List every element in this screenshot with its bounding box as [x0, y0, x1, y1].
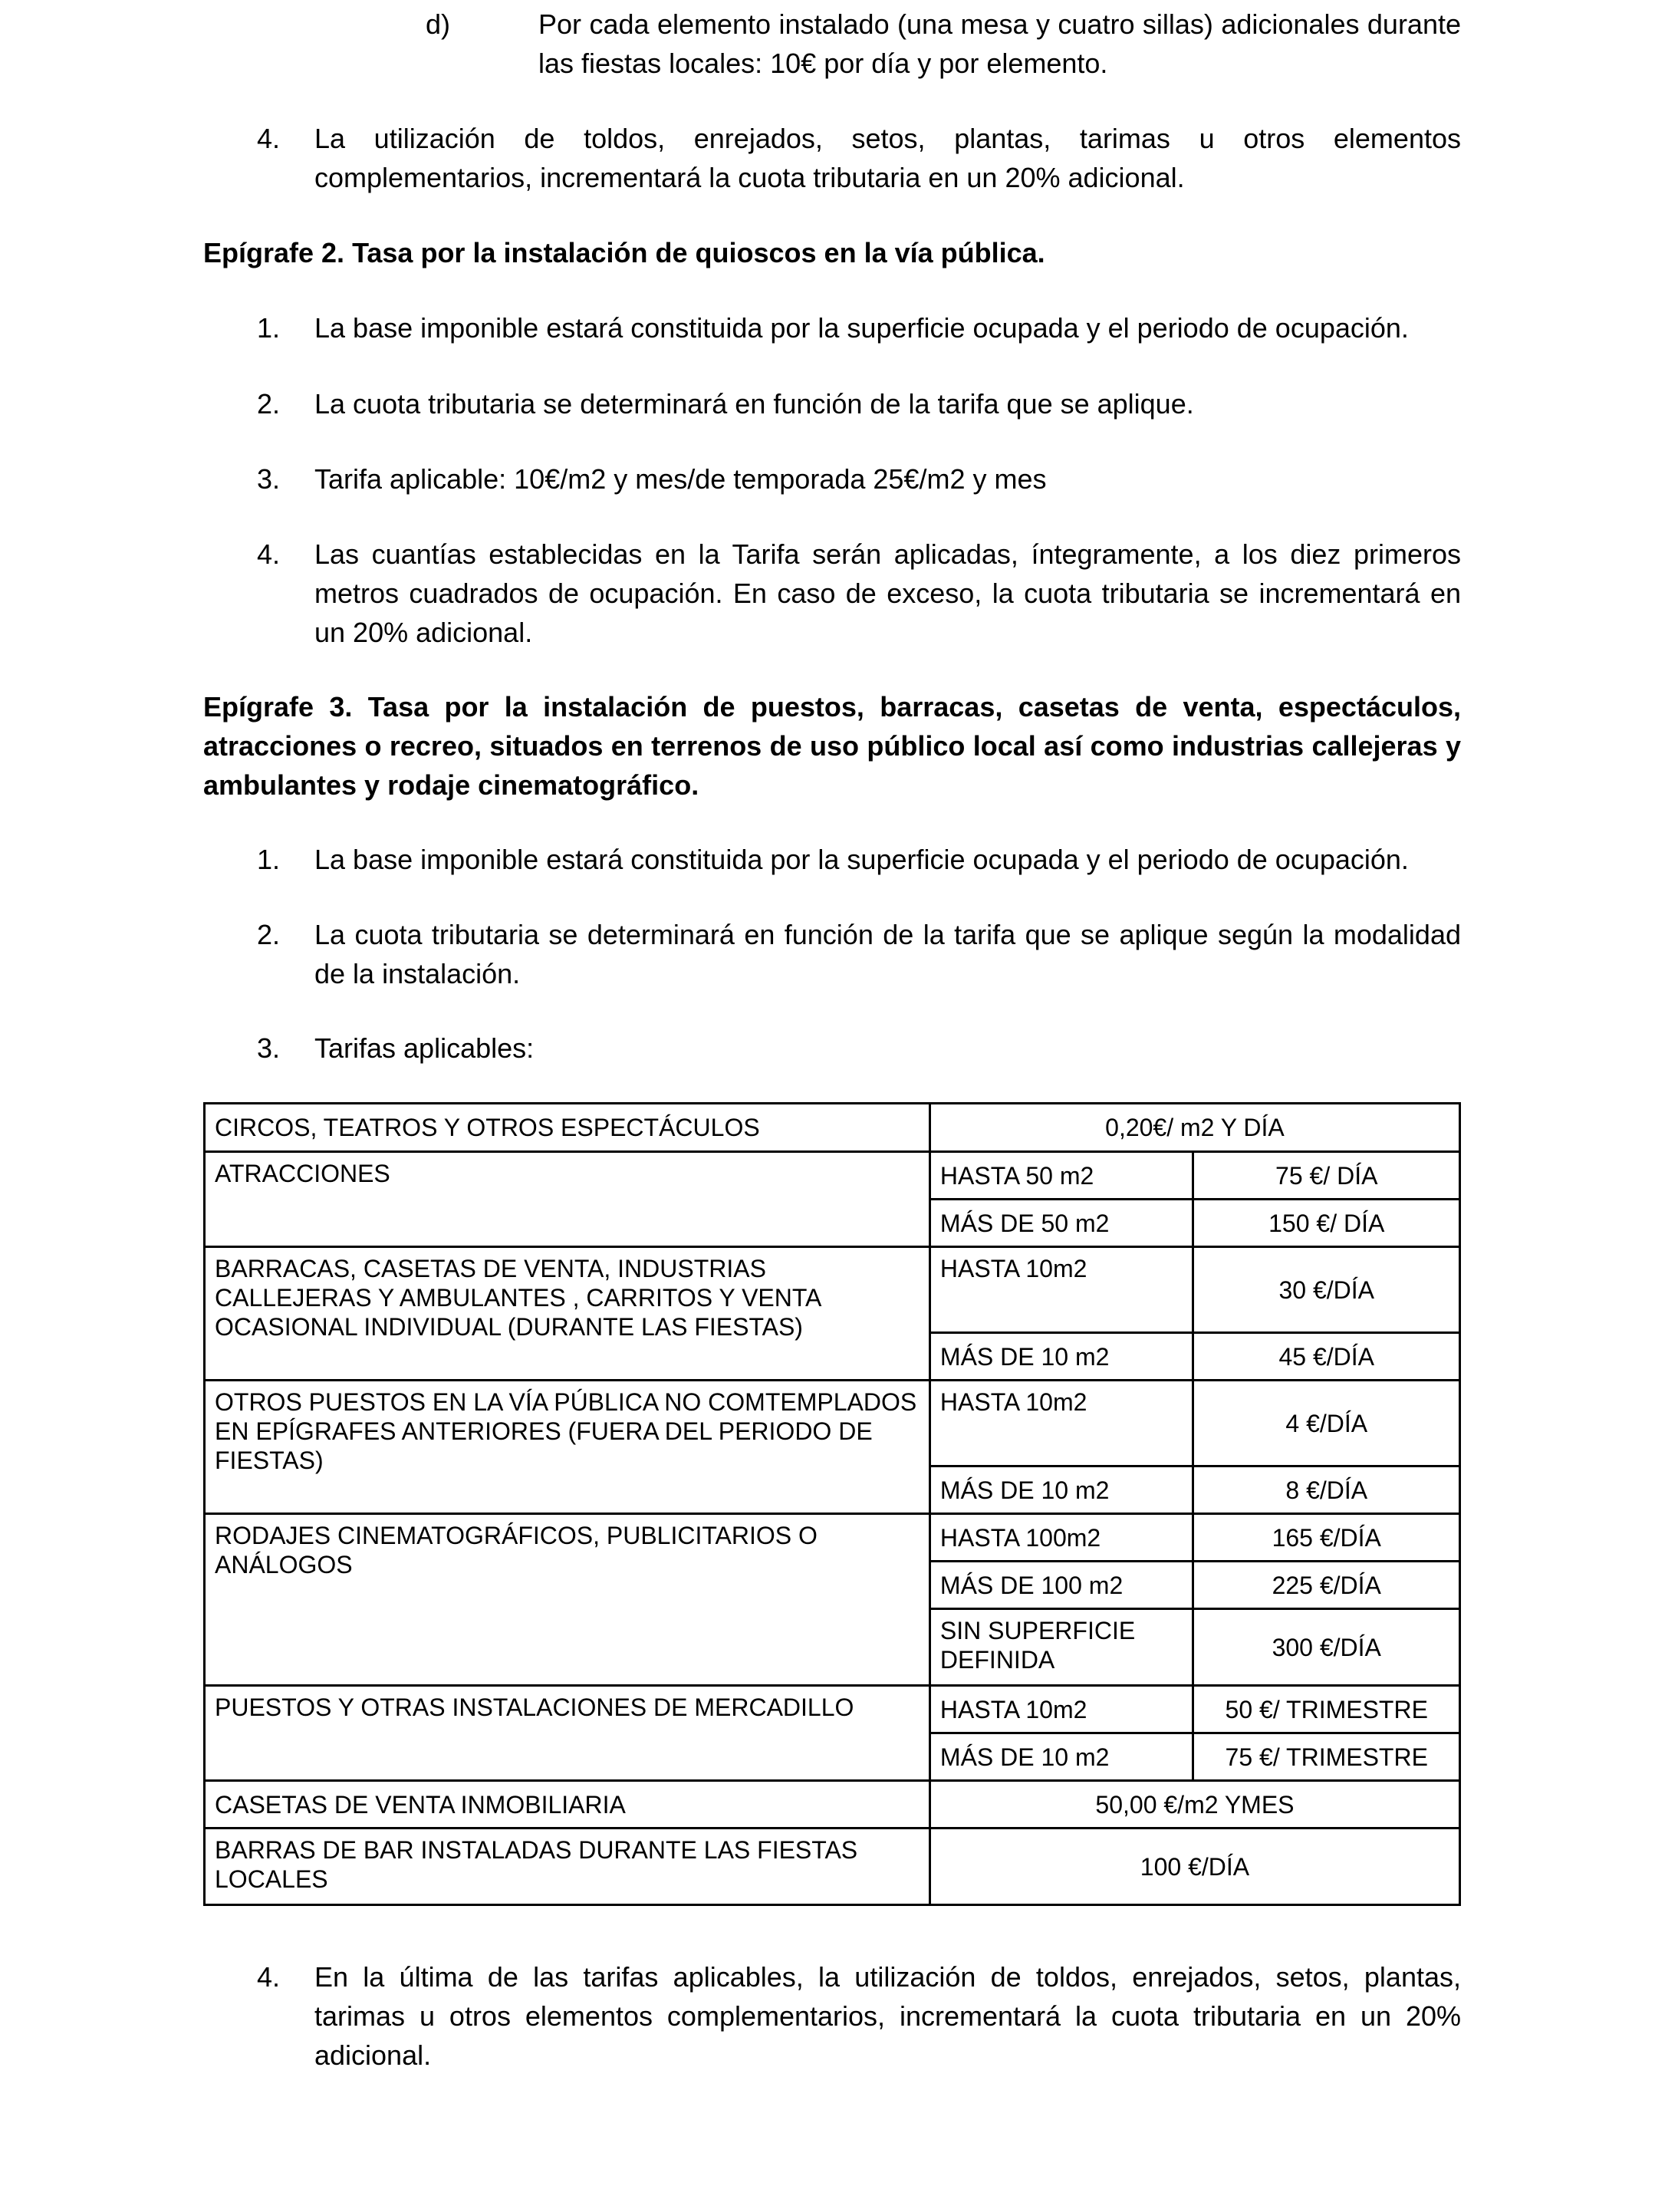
epigrafe-2-heading	[203, 233, 1461, 272]
item-text: La base imponible estará constituida por la superficie ocupada y el periodo de ocupación.	[314, 312, 1409, 344]
epigrafe-3-item-4	[203, 1957, 1461, 2075]
item-number: 1.	[256, 312, 280, 344]
epigrafe-2-item-1	[203, 308, 1461, 347]
size-cell: MÁS DE 50 m2	[929, 1200, 1193, 1247]
section-heading: Epígrafe 2. Tasa por la instalación de quioscos en la vía pública.	[203, 237, 1045, 268]
size-cell: MÁS DE 10 m2	[929, 1733, 1193, 1781]
size-cell: MÁS DE 10 m2	[929, 1333, 1193, 1381]
item-number: 3.	[256, 463, 280, 495]
rate-cell: 8 €/DÍA	[1193, 1466, 1460, 1514]
rate-cell: 165 €/DÍA	[1193, 1514, 1460, 1562]
item-text: La base imponible estará constituida por la superficie ocupada y el periodo de ocupación.	[314, 844, 1409, 875]
concept-cell: BARRAS DE BAR INSTALADAS DURANTE LAS FIESTAS LOCALES	[205, 1829, 930, 1905]
rate-cell: 150 €/ DÍA	[1193, 1200, 1460, 1247]
epigrafe-2-item-3	[203, 459, 1461, 499]
item-text: Tarifas aplicables:	[314, 1032, 535, 1064]
table-row	[205, 1152, 1460, 1200]
item-number: 2.	[256, 388, 280, 420]
rate-cell: 75 €/ TRIMESTRE	[1193, 1733, 1460, 1781]
rate-cell: 0,20€/ m2 Y DÍA	[929, 1104, 1459, 1152]
epigrafe-3-item-1	[203, 840, 1461, 879]
size-cell: HASTA 50 m2	[929, 1152, 1193, 1200]
epigrafe-2-item-2	[203, 384, 1461, 423]
size-cell: SIN SUPERFICIE DEFINIDA	[929, 1609, 1193, 1686]
size-cell: MÁS DE 100 m2	[929, 1562, 1193, 1609]
epigrafe-3-item-3	[203, 1029, 1461, 1068]
item-text: Por cada elemento instalado (una mesa y cuatro sillas) adicionales durante las fiestas locales: 10€ por día y por elemento.	[538, 8, 1461, 79]
item-text: La utilización de toldos, enrejados, setos, plantas, tarimas u otros elementos complementarios, incrementará la cuota tributaria en un 20% adicional.	[314, 123, 1461, 193]
size-cell: MÁS DE 10 m2	[929, 1466, 1193, 1514]
size-cell: HASTA 10m2	[929, 1247, 1193, 1333]
item-number: 4.	[256, 1961, 280, 1993]
rate-cell: 300 €/DÍA	[1193, 1609, 1460, 1686]
tarifas-table	[203, 1102, 1461, 1906]
item-text: Tarifa aplicable: 10€/m2 y mes/de temporada 25€/m2 y mes	[314, 463, 1047, 495]
item-number: 4.	[256, 123, 280, 154]
rate-cell: 45 €/DÍA	[1193, 1333, 1460, 1381]
item-number: 3.	[256, 1032, 280, 1064]
rate-cell: 50 €/ TRIMESTRE	[1193, 1686, 1460, 1733]
rate-cell: 75 €/ DÍA	[1193, 1152, 1460, 1200]
item-label: d)	[426, 8, 451, 40]
item-text: Las cuantías establecidas en la Tarifa serán aplicadas, íntegramente, a los diez primeros metros cuadrados de ocupación. En caso de exceso, la cuota tributaria se incrementará en un 20% adicional.	[314, 538, 1461, 648]
table-row	[205, 1104, 1460, 1152]
size-cell: HASTA 100m2	[929, 1514, 1193, 1562]
table-row	[205, 1514, 1460, 1562]
item-number: 2.	[256, 919, 280, 950]
concept-cell: ATRACCIONES	[205, 1152, 930, 1247]
rate-cell: 50,00 €/m2 YMES	[929, 1781, 1459, 1829]
rate-cell: 30 €/DÍA	[1193, 1247, 1460, 1333]
item-text: La cuota tributaria se determinará en función de la tarifa que se aplique según la modalidad de la instalación.	[314, 919, 1461, 989]
item-number: 4.	[256, 538, 280, 570]
item-text: En la última de las tarifas aplicables, la utilización de toldos, enrejados, setos, plantas, tarimas u otros elementos complementarios, incrementará la cuota tributaria en un 20% adicional.	[314, 1961, 1461, 2071]
concept-cell: PUESTOS Y OTRAS INSTALACIONES DE MERCADILLO	[205, 1686, 930, 1781]
epigrafe-3-heading	[203, 687, 1461, 805]
item-text: La cuota tributaria se determinará en función de la tarifa que se aplique.	[314, 388, 1194, 420]
concept-cell: CIRCOS, TEATROS Y OTROS ESPECTÁCULOS	[205, 1104, 930, 1152]
intro-item-4	[203, 119, 1461, 197]
table-row	[205, 1247, 1460, 1333]
rate-cell: 100 €/DÍA	[929, 1829, 1459, 1905]
table-row	[205, 1686, 1460, 1733]
table-row	[205, 1781, 1460, 1829]
rate-cell: 225 €/DÍA	[1193, 1562, 1460, 1609]
item-number: 1.	[256, 844, 280, 875]
concept-cell: OTROS PUESTOS EN LA VÍA PÚBLICA NO COMTEMPLADOS EN EPÍGRAFES ANTERIORES (FUERA DEL PERIODO DE FIESTAS)	[205, 1381, 930, 1514]
concept-cell: RODAJES CINEMATOGRÁFICOS, PUBLICITARIOS O ANÁLOGOS	[205, 1514, 930, 1686]
section-heading: Epígrafe 3. Tasa por la instalación de puestos, barracas, casetas de venta, espectáculos, atracciones o recreo, situados en terrenos de uso público local así como industrias callejeras y ambulantes y rodaje cinematográfico.	[203, 691, 1461, 801]
rate-cell: 4 €/DÍA	[1193, 1381, 1460, 1466]
concept-cell: BARRACAS, CASETAS DE VENTA, INDUSTRIAS CALLEJERAS Y AMBULANTES , CARRITOS Y VENTA OCASIONAL INDIVIDUAL (DURANTE LAS FIESTAS)	[205, 1247, 930, 1381]
concept-cell: CASETAS DE VENTA INMOBILIARIA	[205, 1781, 930, 1829]
table-row	[205, 1381, 1460, 1466]
intro-item-d	[203, 5, 1461, 83]
epigrafe-3-item-2	[203, 915, 1461, 993]
size-cell: HASTA 10m2	[929, 1381, 1193, 1466]
epigrafe-2-item-4	[203, 535, 1461, 652]
size-cell: HASTA 10m2	[929, 1686, 1193, 1733]
table-row	[205, 1829, 1460, 1905]
